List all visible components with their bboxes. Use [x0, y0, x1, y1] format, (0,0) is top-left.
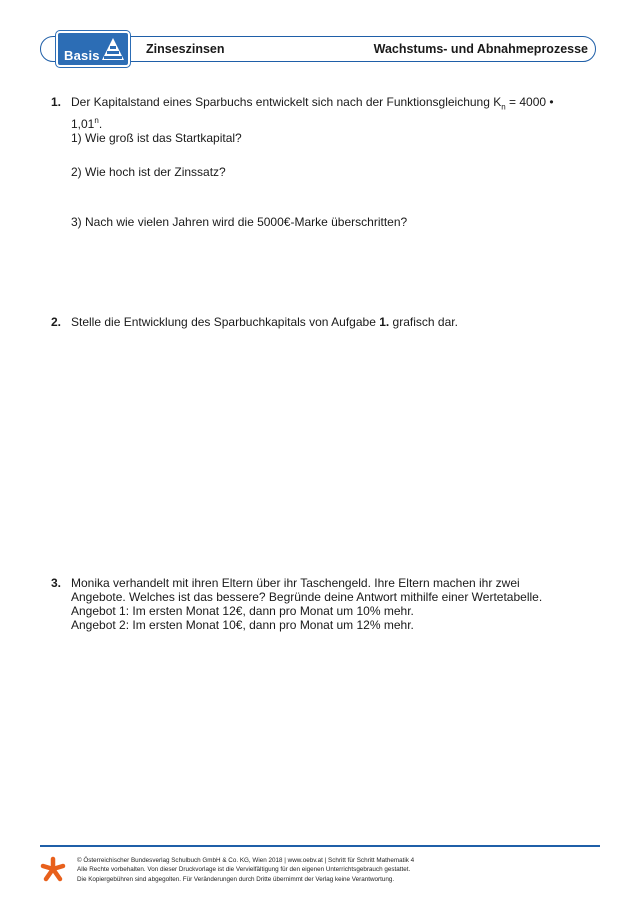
topic-title: Zinseszinsen	[146, 42, 225, 56]
task-3-number: 3.	[51, 576, 62, 590]
task-2-text: Stelle die Entwicklung des Sparbuchkapitals von Aufgabe 1. grafisch dar.	[71, 315, 458, 329]
footer-line: © Österreichischer Bundesverlag Schulbuch GmbH & Co. KG, Wien 2018 | www.oebv.at | Schritt für Schritt Mathematik 4	[77, 857, 415, 864]
stairs-triangle-icon	[100, 36, 126, 64]
task-1-line-1: Der Kapitalstand eines Sparbuchs entwickelt sich nach der Funktionsgleichung $K_n = 4000$ •	[71, 95, 554, 112]
task-3-offer-2: Angebot 2: Im ersten Monat 10€, dann pro Monat um 12% mehr.	[71, 618, 414, 632]
footer-divider	[40, 845, 600, 847]
basis-logo	[56, 31, 130, 67]
task-1-question-1: 1) Wie groß ist das Startkapital?	[71, 131, 242, 146]
task-1-number: 1.	[51, 95, 62, 109]
task-1-line-2: 1,01$^n$.	[71, 116, 103, 132]
task-3-line: Monika verhandelt mit ihren Eltern über ihr Taschengeld. Ihre Eltern machen ihr zwei	[71, 576, 520, 590]
task-3	[71, 576, 591, 632]
task-1-question-3: 3) Nach wie vielen Jahren wird die 5000€-Marke überschritten?	[71, 215, 408, 229]
publisher-star-icon	[40, 856, 66, 882]
task-1-question-2: 2) Wie hoch ist der Zinssatz?	[71, 165, 226, 179]
footer-copyright	[77, 856, 414, 884]
chapter-title: Wachstums- und Abnahmeprozesse	[373, 42, 588, 56]
task-3-line: Angebote. Welches ist das bessere? Begründe deine Antwort mithilfe einer Wertetabelle.	[71, 590, 543, 604]
task-1	[71, 95, 591, 145]
task-2-number: 2.	[51, 315, 62, 329]
footer-line: Die Kopiergebühren sind abgegolten. Für Veränderungen durch Dritte übernimmt der Verlag keine Verantwortung.	[77, 875, 395, 883]
task-3-offer-1: Angebot 1: Im ersten Monat 12€, dann pro Monat um 10% mehr.	[71, 604, 414, 618]
footer-line: Alle Rechte vorbehalten. Von dieser Druckvorlage ist die Vervielfältigung für den eigenen Unterrichtsgebrauch gestattet.	[77, 866, 411, 874]
logo-text: Basis	[64, 48, 100, 63]
